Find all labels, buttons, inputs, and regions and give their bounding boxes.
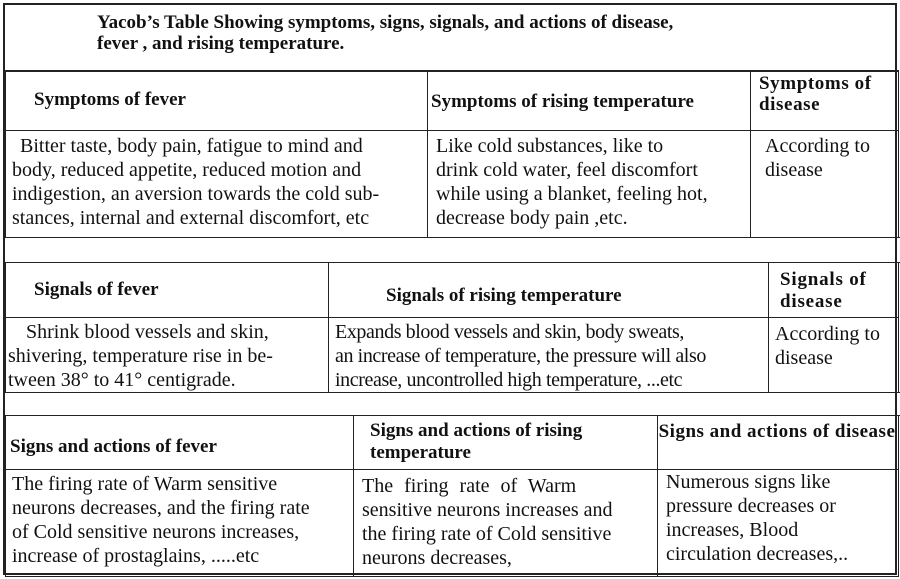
- text-line: drink cold water, feel discomfort: [436, 159, 698, 181]
- header-signals-rising-label: Signals of rising temperature: [386, 285, 622, 306]
- row-spacer: [3, 392, 900, 416]
- text-line: sensitive neurons increases and: [362, 499, 613, 521]
- header-signals-disease-label: Signals of disease: [780, 269, 867, 312]
- text-line: tween 38° to 41° centigrade.: [8, 369, 236, 391]
- text-line: increase of prostaglains, .....etc: [12, 545, 260, 567]
- header-signs-rising-label: Signs and actions of rising temperature: [370, 420, 583, 463]
- cell-symptoms-disease: [750, 130, 899, 238]
- text-line: disease: [775, 347, 833, 369]
- header-signals-fever-label: Signals of fever: [34, 279, 159, 300]
- header-signs-fever: [5, 415, 354, 470]
- header-symptoms-disease: [750, 70, 899, 131]
- text-line: stances, internal and external discomfort, etc: [12, 207, 370, 229]
- table-title: [5, 5, 899, 72]
- cell-signs-disease: [657, 469, 899, 577]
- header-signs-rising: [353, 415, 658, 470]
- text-line: neurons decreases, and the firing rate: [12, 497, 310, 519]
- cell-signals-disease: [768, 317, 899, 393]
- text-line: of Cold sensitive neurons increases,: [12, 521, 300, 543]
- row-spacer: [3, 237, 900, 263]
- header-signs-fever-label: Signs and actions of fever: [10, 436, 217, 457]
- text-line: Like cold substances, like to: [436, 135, 664, 157]
- text-line: Shrink blood vessels and skin,: [26, 321, 269, 343]
- text-line: while using a blanket, feeling hot,: [436, 183, 708, 205]
- text-line: The firing rate of Warm sensitive: [12, 473, 278, 495]
- cell-signals-rising: [328, 317, 769, 393]
- header-symptoms-rising: [427, 70, 751, 131]
- text-line: body, reduced appetite, reduced motion and: [12, 159, 362, 181]
- text-line: the firing rate of Cold sensitive: [362, 523, 612, 545]
- text-line: Numerous signs like: [666, 471, 831, 493]
- header-symptoms-rising-label: Symptoms of rising temperature: [431, 91, 694, 112]
- text-line: pressure decreases or: [666, 495, 836, 517]
- header-signals-rising: [328, 262, 769, 318]
- text-line: Bitter taste, body pain, fatigue to mind and: [20, 135, 363, 157]
- text-line: According to: [765, 135, 870, 157]
- header-signals-disease: [768, 262, 899, 318]
- text-line: an increase of temperature, the pressure will also: [335, 345, 706, 367]
- header-symptoms-fever-label: Symptoms of fever: [34, 89, 186, 110]
- header-symptoms-fever: [5, 70, 428, 131]
- cell-signals-fever: [5, 317, 329, 393]
- cell-signs-rising: [353, 469, 658, 577]
- text-line: increase, uncontrolled high temperature, ...etc: [335, 369, 683, 391]
- text-line: increases, Blood: [666, 519, 799, 541]
- text-line: shivering, temperature rise in be-: [8, 345, 273, 367]
- cell-symptoms-fever: [5, 130, 428, 238]
- text-line: According to: [775, 323, 880, 345]
- header-signs-disease-label: Signs and actions of disease: [658, 421, 896, 442]
- text-line: decrease body pain ,etc.: [436, 207, 628, 229]
- text-line: neurons decreases,: [362, 547, 512, 569]
- text-line: disease: [765, 159, 823, 181]
- header-signs-disease: [657, 415, 899, 470]
- header-signals-fever: [5, 262, 329, 318]
- text-line: Expands blood vessels and skin, body sweats,: [335, 321, 685, 343]
- text-line: indigestion, an aversion towards the cold sub-: [12, 183, 380, 205]
- title-line-1: Yacob’s Table Showing symptoms, signs, signals, and actions of disease,: [97, 12, 674, 33]
- cell-symptoms-rising: [427, 130, 751, 238]
- cell-signs-fever: [5, 469, 354, 577]
- title-line-2: fever , and rising temperature.: [97, 33, 345, 54]
- text-line: The firing rate of Warm: [362, 475, 577, 497]
- yacob-table: [3, 3, 897, 575]
- text-line: circulation decreases,..: [666, 543, 849, 565]
- header-symptoms-disease-label: Symptoms of disease: [759, 73, 872, 115]
